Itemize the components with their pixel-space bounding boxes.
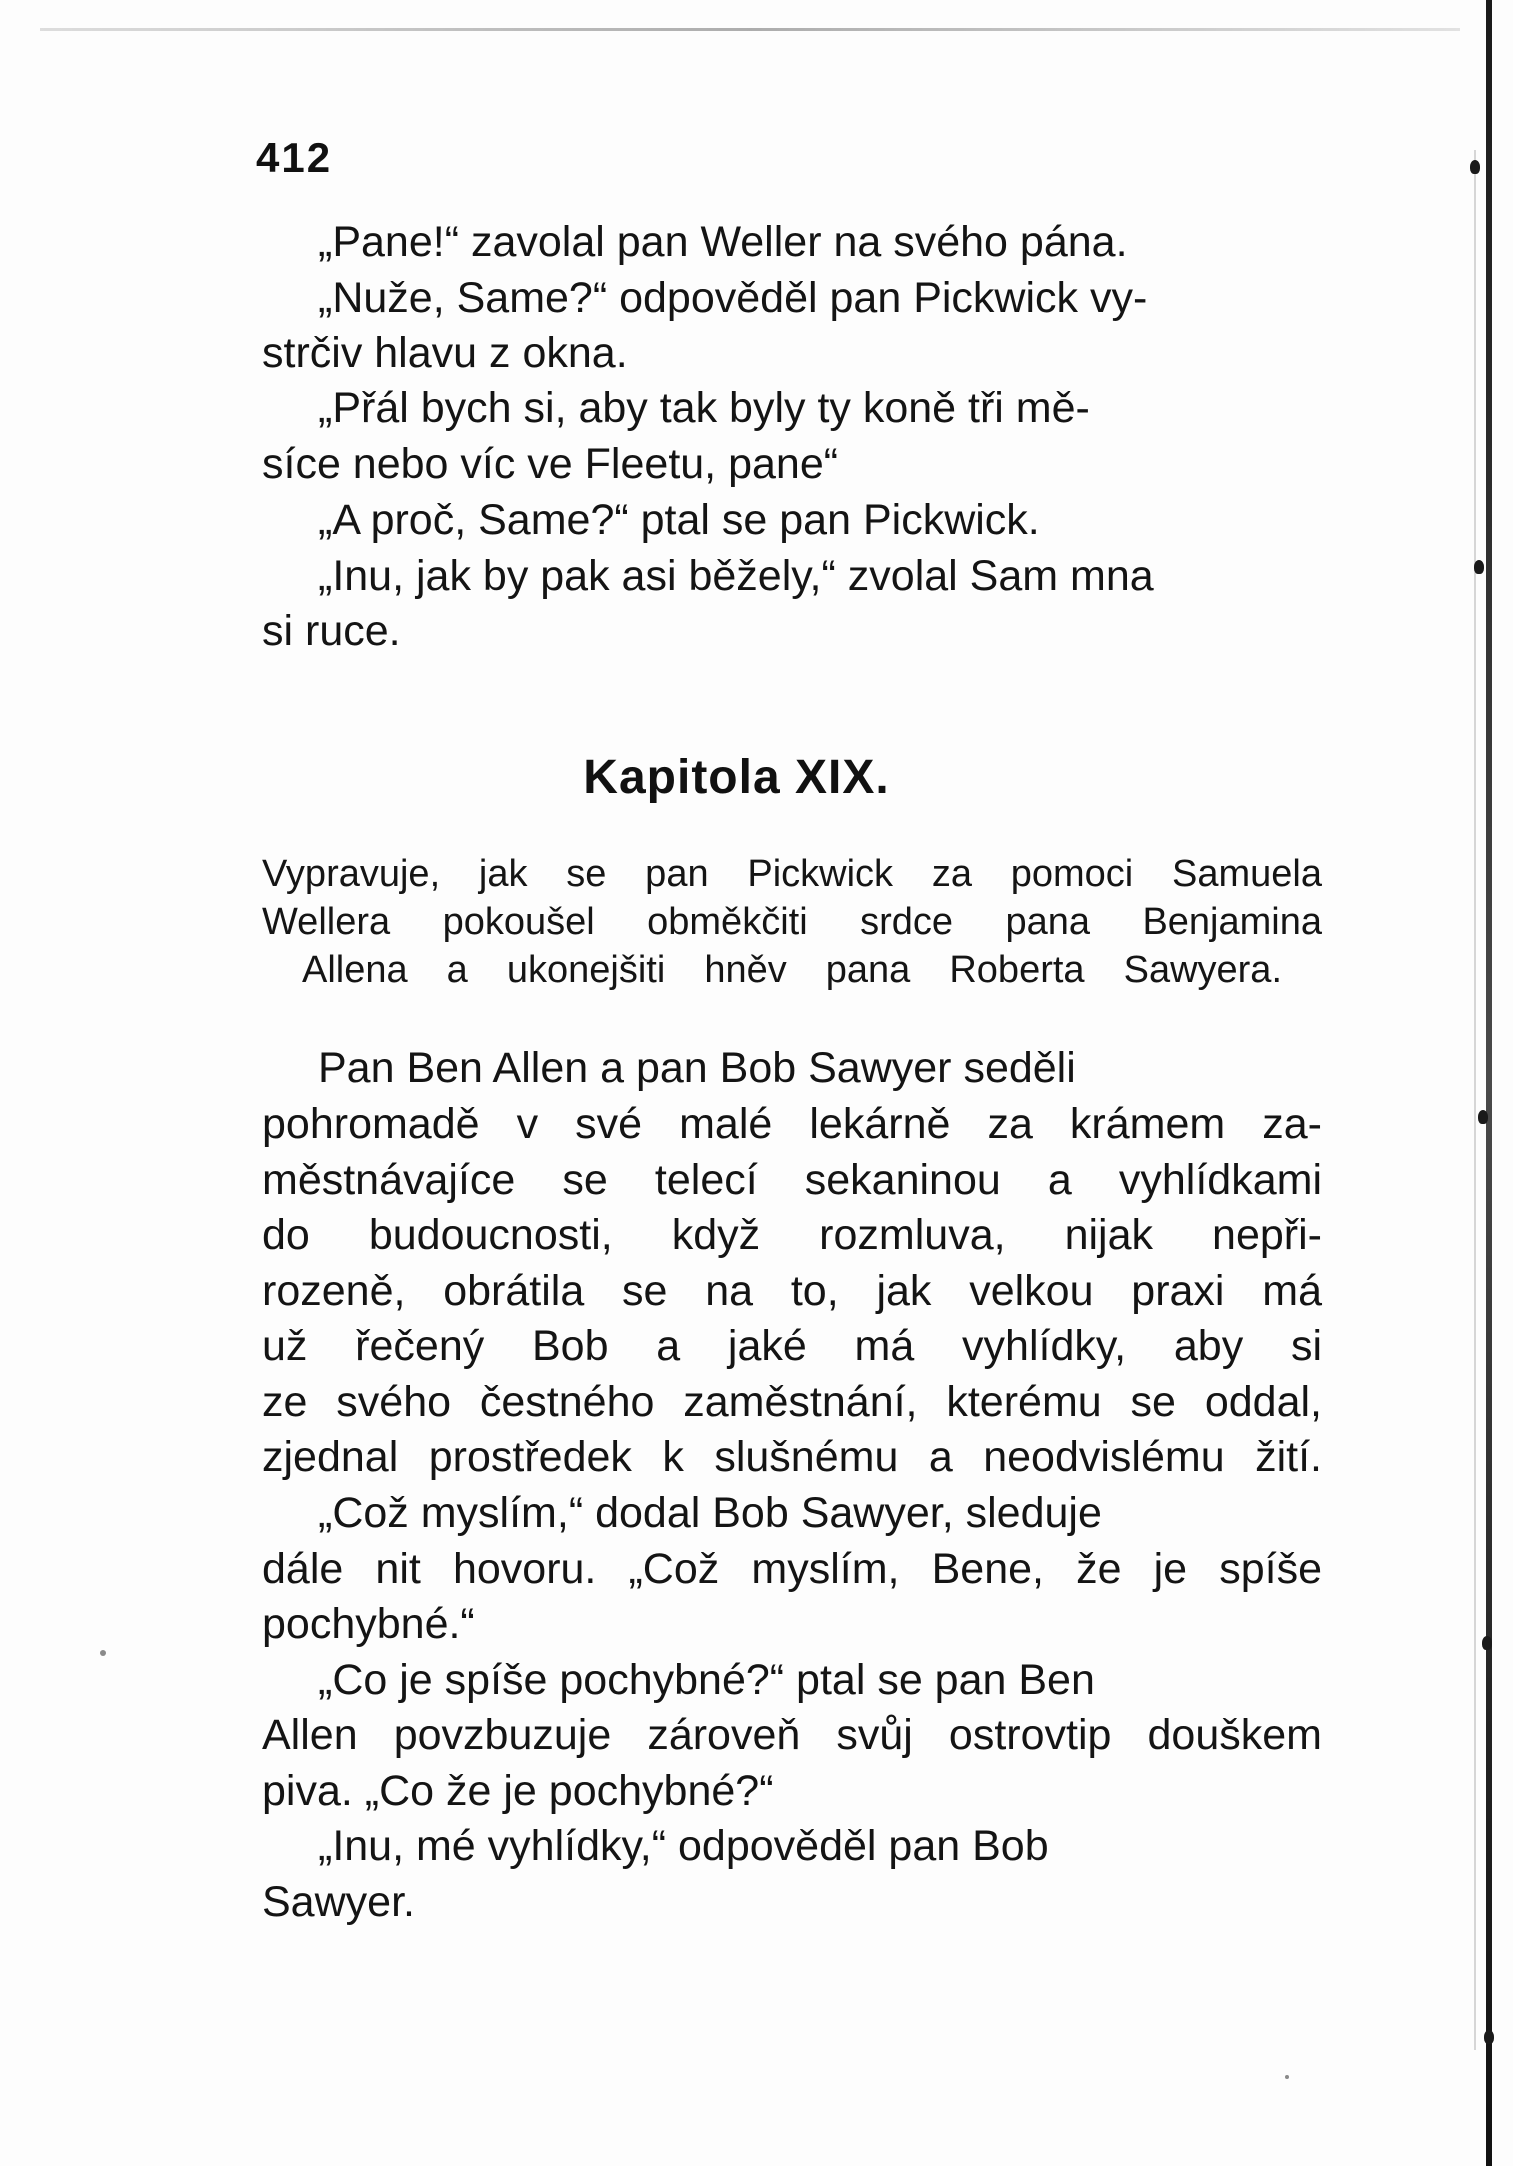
paragraph-line: „Co je spíše pochybné?“ ptal se pan Ben (318, 1656, 1095, 1704)
page-number: 412 (256, 134, 333, 181)
paragraph-line: „Nuže, Same?“ odpověděl pan Pickwick vy- (318, 274, 1148, 322)
page-top-shadow (40, 28, 1460, 31)
paragraph-line: piva. „Co že je pochybné?“ (262, 1767, 774, 1815)
paragraph-line: už řečený Bob a jaké má vyhlídky, aby si (262, 1322, 1322, 1370)
paragraph-line: pochybné.“ (262, 1600, 475, 1648)
paragraph-line: si ruce. (262, 607, 401, 655)
chapter-summary-line: Wellera pokoušel obměkčiti srdce pana Benjamina (262, 901, 1322, 943)
paragraph-line: ze svého čestného zaměstnání, kterému se oddal, (262, 1378, 1322, 1426)
chapter-summary-line: Allena a ukonejšiti hněv pana Roberta Sawyera. (302, 949, 1282, 991)
paragraph-line: strčiv hlavu z okna. (262, 329, 628, 377)
paragraph-line: pohromadě v své malé lekárně za krámem za- (262, 1100, 1322, 1148)
paragraph-line: „Přál bych si, aby tak byly ty koně tři mě- (318, 384, 1090, 432)
chapter-summary-line: Vypravuje, jak se pan Pickwick za pomoci Samuela (262, 853, 1322, 895)
paragraph-line: do budoucnosti, když rozmluva, nijak nepři- (262, 1211, 1322, 1259)
paragraph-line: „A proč, Same?“ ptal se pan Pickwick. (318, 496, 1040, 544)
paragraph-line: „Inu, mé vyhlídky,“ odpověděl pan Bob (318, 1822, 1049, 1870)
edge-mark-4 (1482, 1636, 1492, 1650)
dust-speck (1285, 2075, 1289, 2079)
edge-mark-2 (1474, 560, 1484, 574)
edge-mark-5 (1484, 2030, 1494, 2044)
paragraph-line: Allen povzbuzuje zároveň svůj ostrovtip douškem (262, 1711, 1322, 1759)
page-right-edge (1486, 0, 1492, 2166)
dust-speck (100, 1650, 106, 1656)
paragraph-line: síce nebo víc ve Fleetu, pane“ (262, 440, 839, 488)
edge-mark-1 (1470, 160, 1480, 174)
edge-mark-3 (1478, 1110, 1488, 1124)
chapter-heading: Kapitola XIX. (583, 751, 890, 804)
paragraph-line: Sawyer. (262, 1878, 415, 1926)
paragraph-line: „Pane!“ zavolal pan Weller na svého pána. (318, 218, 1128, 266)
paragraph-line: zjednal prostředek k slušnému a neodvislému žití. (262, 1433, 1322, 1481)
paragraph-line: „Inu, jak by pak asi běžely,“ zvolal Sam mna (318, 552, 1154, 600)
page-right-crease (1474, 150, 1476, 2050)
paragraph-line: „Což myslím,“ dodal Bob Sawyer, sleduje (318, 1489, 1102, 1537)
paragraph-line: dále nit hovoru. „Což myslím, Bene, že je spíše (262, 1545, 1322, 1593)
paragraph-line: městnávajíce se telecí sekaninou a vyhlídkami (262, 1156, 1322, 1204)
paragraph-line: Pan Ben Allen a pan Bob Sawyer seděli (318, 1044, 1076, 1092)
paragraph-line: rozeně, obrátila se na to, jak velkou praxi má (262, 1267, 1322, 1315)
